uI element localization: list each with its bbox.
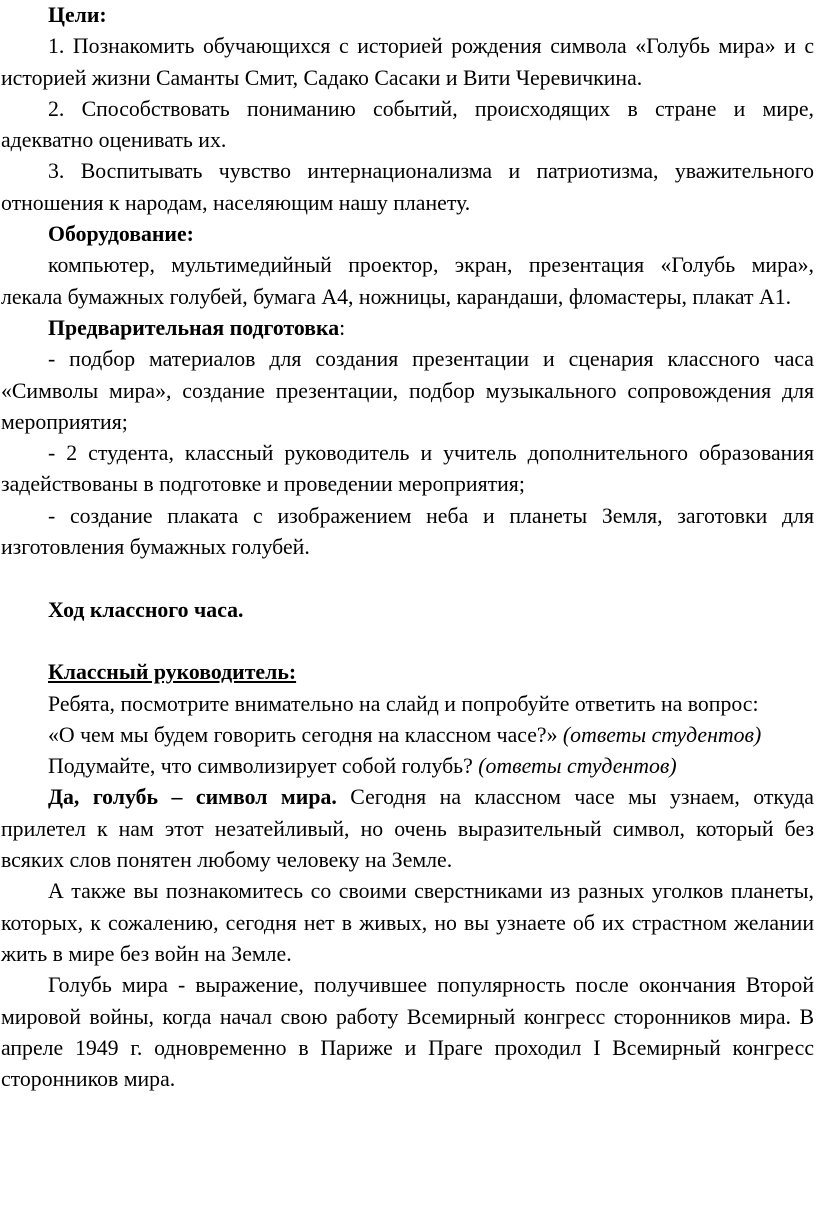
preparation-heading: Предварительная подготовка [48, 315, 340, 340]
teacher-paragraph-4-text: Сегодня на классном часе мы узнаем, откуда прилетел к нам этот незатейливый, но очень выразительный символ, который без всяких слов понятен любому человеку на Земле. [1, 785, 814, 873]
preparation-item-3: - создание плаката с изображением неба и планеты Земля, заготовки для изготовления бумажных голубей. [1, 503, 814, 560]
teacher-heading: Классный руководитель: [48, 660, 297, 685]
dove-symbol-statement: Да, голубь – символ мира. [48, 785, 337, 810]
teacher-question-dove: Подумайте, что символизирует собой голубь? [48, 754, 479, 779]
student-answers-note: (ответы студентов) [562, 722, 762, 747]
course-heading: Ход классного часа. [48, 597, 244, 622]
blank-line [1, 626, 814, 657]
teacher-paragraph-5: А также вы познакомитесь со своими сверстниками из разных уголков планеты, которых, к сожалению, сегодня нет в живых, но вы узнаете об их страстном желании жить в мире без войн на Земле. [1, 879, 814, 966]
equipment-heading: Оборудование: [48, 222, 194, 247]
goal-item-2: 2. Способствовать пониманию событий, происходящих в стране и мире, адекватно оценивать их. [1, 96, 814, 153]
blank-line [1, 563, 814, 594]
preparation-item-2: - 2 студента, классный руководитель и учитель дополнительного образования задействованы в подготовке и проведении мероприятия; [1, 441, 814, 497]
preparation-colon: : [339, 315, 346, 340]
teacher-paragraph-3 [1, 751, 814, 782]
equipment-text: компьютер, мультимедийный проектор, экран, презентация «Голубь мира», лекала бумажных голубей, бумага А4, ножницы, карандаши, фломастеры, плакат А1. [1, 253, 814, 309]
goals-heading: Цели: [48, 3, 107, 27]
teacher-paragraph-1: Ребята, посмотрите внимательно на слайд и попробуйте ответить на вопрос: [48, 691, 759, 716]
teacher-question: «О чем мы будем говорить сегодня на классном часе?» [48, 722, 563, 747]
student-answers-note: (ответы студентов) [478, 754, 677, 779]
teacher-paragraph-4 [1, 782, 814, 876]
preparation-item-1: - подбор материалов для создания презентации и сценария классного часа «Символы мира», создание презентации, подбор музыкального сопровождения для мероприятия; [1, 347, 814, 434]
preparation-heading-line [1, 313, 814, 344]
goal-item-3: 3. Воспитывать чувство интернационализма и патриотизма, уважительного отношения к народам, населяющим нашу планету. [1, 159, 814, 215]
teacher-paragraph-2 [1, 720, 814, 751]
goal-item-1: 1. Познакомить обучающихся с историей рождения символа «Голубь мира» и с историей жизни Саманты Смит, Садако Сасаки и Вити Черевичкина. [1, 34, 814, 90]
teacher-paragraph-6: Голубь мира - выражение, получившее популярность после окончания Второй мировой войны, когда начал свою работу Всемирный конгресс сторонников мира. В апреле 1949 г. одновременно в Париже и Праге проходил I Всемирный конгресс сторонников мира. [1, 973, 814, 1092]
